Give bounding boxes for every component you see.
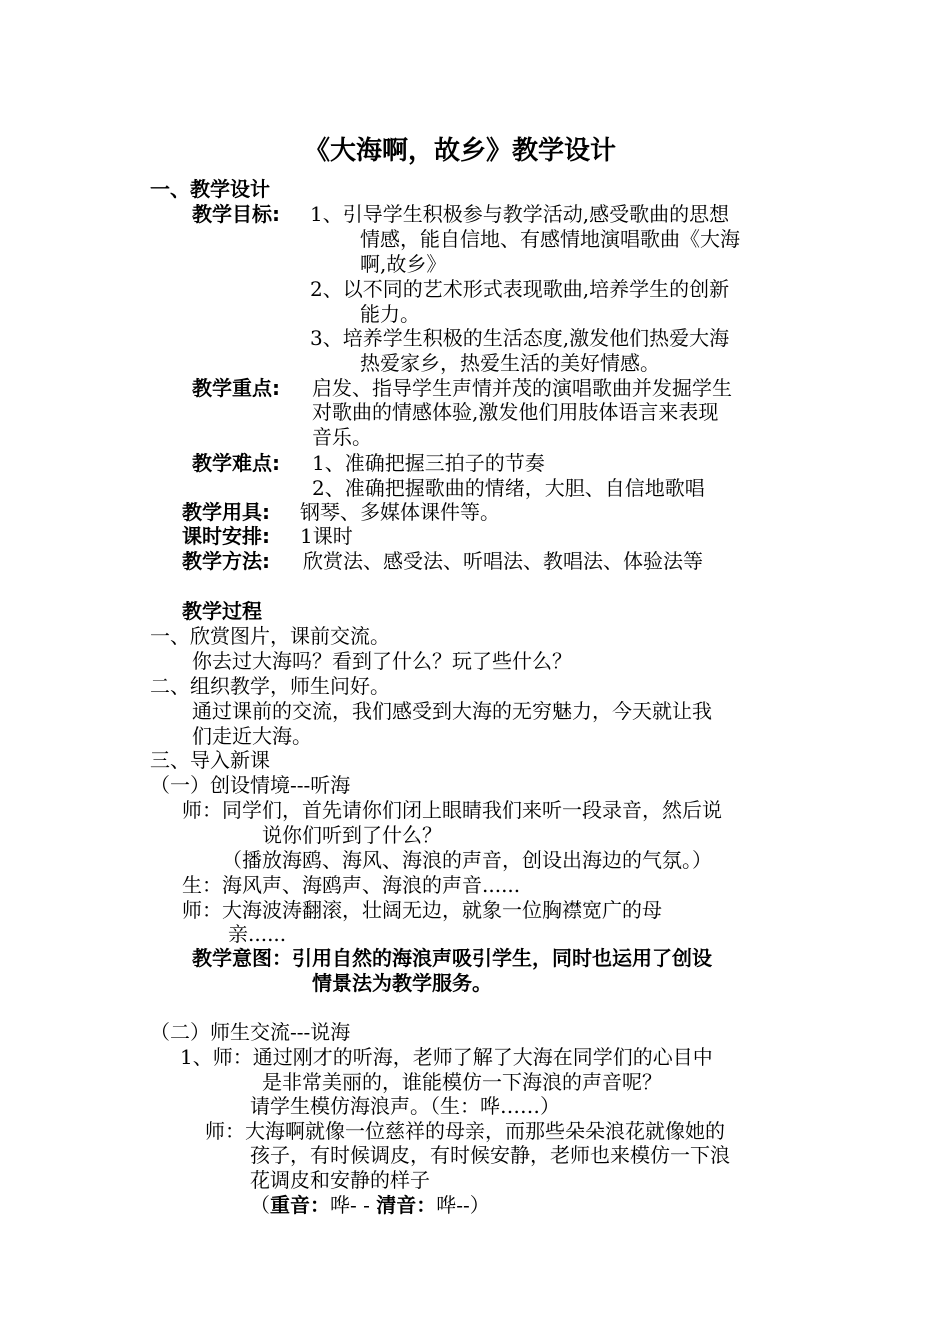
section-heading-design: 一、教学设计 xyxy=(150,177,270,201)
step-3-heading: 三、导入新课 xyxy=(150,748,270,772)
subsection-2-heading: （二）师生交流---说海 xyxy=(150,1020,351,1044)
goal-1-line-2: 情感，能自信地、有感情地演唱歌曲《大海 xyxy=(360,227,740,251)
strong-sound-value: 哗- - xyxy=(330,1193,370,1217)
key-points-line-1: 启发、指导学生声情并茂的演唱歌曲并发掘学生 xyxy=(312,376,732,400)
step-2-line-2: 们走近大海。 xyxy=(192,724,312,748)
schedule-label: 课时安排: xyxy=(182,524,270,548)
difficulty-1: 1、准确把握三拍子的节奏 xyxy=(312,451,545,475)
section-heading-process: 教学过程 xyxy=(182,599,262,623)
goal-1-line-3: 啊,故乡》 xyxy=(360,252,447,276)
tools-label: 教学用具: xyxy=(182,500,270,524)
sound-demo-line xyxy=(250,1193,490,1217)
document-title: 《大海啊，故乡》教学设计 xyxy=(304,136,617,166)
soft-sound-label: 清音： xyxy=(376,1193,437,1217)
step-1-text: 你去过大海吗？看到了什么？玩了些什么？ xyxy=(192,649,572,673)
difficulty-label: 教学难点: xyxy=(192,451,280,475)
key-points-line-2: 对歌曲的情感体验,激发他们用肢体语言来表现 xyxy=(312,400,719,424)
methods-value: 欣赏法、感受法、听唱法、教唱法、体验法等 xyxy=(303,549,703,573)
step-1-heading: 一、欣赏图片，课前交流。 xyxy=(150,624,390,648)
goal-2-line-2: 能力。 xyxy=(360,302,420,326)
methods-label: 教学方法: xyxy=(182,549,270,573)
goal-1-line-1: 1、引导学生积极参与教学活动,感受歌曲的思想 xyxy=(310,202,730,226)
tools-value: 钢琴、多媒体课件等。 xyxy=(300,500,500,524)
intent-line-2: 情景法为教学服务。 xyxy=(312,971,492,995)
teacher-1-line-1: 师：同学们，首先请你们闭上眼睛我们来听一段录音，然后说 xyxy=(182,798,722,822)
teacher-1-note: （播放海鸥、海风、海浪的声音，创设出海边的气氛。） xyxy=(222,848,712,872)
goal-2-line-1: 2、以不同的艺术形式表现歌曲,培养学生的创新 xyxy=(310,277,730,301)
strong-sound-label: 重音： xyxy=(270,1193,330,1217)
goal-3-line-2: 热爱家乡，热爱生活的美好情感。 xyxy=(360,351,660,375)
soft-sound-value: 哗--） xyxy=(436,1193,490,1217)
teacher-1-line-2: 说你们听到了什么？ xyxy=(262,823,442,847)
goal-3-line-1: 3、培养学生积极的生活态度,激发他们热爱大海 xyxy=(310,326,730,350)
step-2-heading: 二、组织教学，师生问好。 xyxy=(150,674,390,698)
communication-1-line-1: 1、师：通过刚才的听海，老师了解了大海在同学们的心目中 xyxy=(180,1045,713,1069)
schedule-value: 1课时 xyxy=(300,524,353,548)
key-points-line-3: 音乐。 xyxy=(312,425,372,449)
teacher-2-line-1: 师：大海波涛翻滚，壮阔无边，就象一位胸襟宽广的母 xyxy=(182,898,662,922)
communication-1-line-3: 请学生模仿海浪声。（生：哗……） xyxy=(250,1094,560,1118)
goals-label: 教学目标: xyxy=(192,202,280,226)
teacher-2-line-2: 亲...... xyxy=(228,922,287,946)
sound-open-paren: （ xyxy=(250,1193,270,1217)
intent-line-1: 教学意图：引用自然的海浪声吸引学生，同时也运用了创设 xyxy=(192,946,712,970)
subsection-1-heading: （一）创设情境---听海 xyxy=(150,773,351,797)
student-1-line: 生：海风声、海鸥声、海浪的声音...... xyxy=(182,873,521,897)
difficulty-2: 2、准确把握歌曲的情绪，大胆、自信地歌唱 xyxy=(312,476,705,500)
communication-2-line-2: 孩子，有时候调皮，有时候安静，老师也来模仿一下浪 xyxy=(250,1143,730,1167)
communication-2-line-3: 花调皮和安静的样子 xyxy=(250,1168,430,1192)
communication-2-line-1: 师：大海啊就像一位慈祥的母亲，而那些朵朵浪花就像她的 xyxy=(205,1119,725,1143)
step-2-line-1: 通过课前的交流，我们感受到大海的无穷魅力，今天就让我 xyxy=(192,699,712,723)
communication-1-line-2: 是非常美丽的，谁能模仿一下海浪的声音呢？ xyxy=(262,1070,662,1094)
key-points-label: 教学重点: xyxy=(192,376,280,400)
